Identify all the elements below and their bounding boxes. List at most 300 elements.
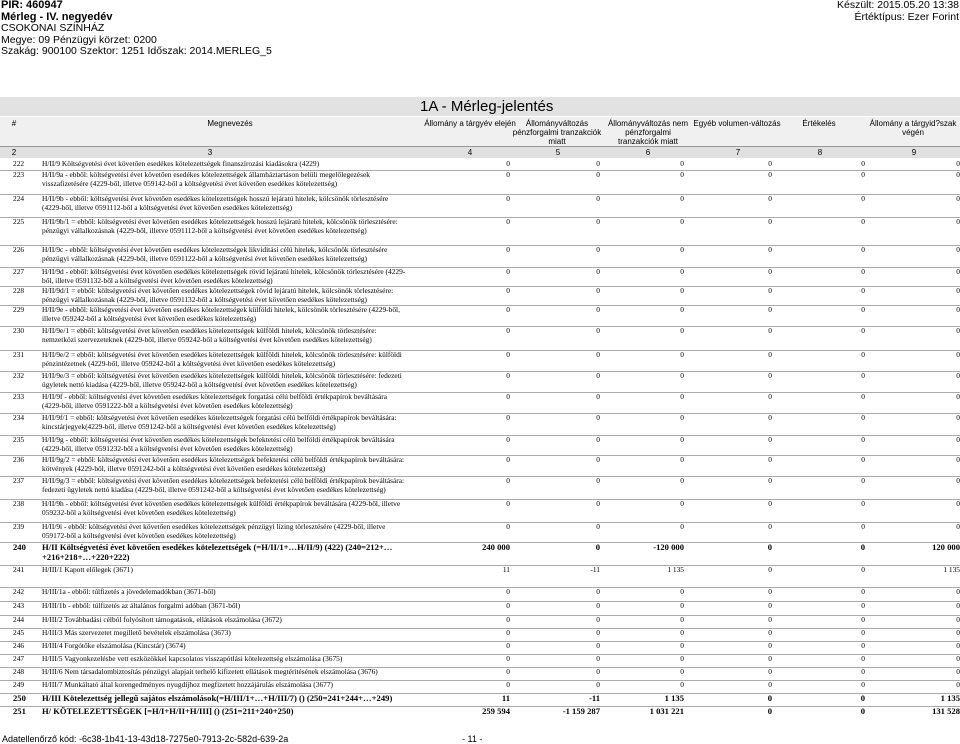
- row-number: 230: [13, 326, 25, 335]
- row-label: H/II/9g/3 = ebből: költségvetési évet követően esedékes kötelezettségek befektetési célú belföldi értékpapírok beváltására: fedezeti ügyletek nettó kiadása (4229-ből, illetve 0591242-ből a költségvetési évet követően esedékes kötelezettség): [42, 476, 405, 494]
- row-label: H/II/9b/1 = ebből: költségvetési évet követően esedékes kötelezettségek hosszú lejáratú hitelek, kölcsönök törlesztésére: pénzügyi vállalkozásnak (4229-ből, illetve 0591112-ből a költségvetési évet követően esedékes kötelezettség): [42, 217, 398, 235]
- row-value: 0: [596, 392, 600, 401]
- table-row: [0, 615, 960, 624]
- row-label: H/II/9g - ebből: költségvetési évet követően esedékes kötelezettségek befektetési célú belföldi értékpapírok beváltására (4229-ből, illetve 0591232-ből a költségvetési évet követően esedékes kötelezettség): [42, 435, 395, 453]
- report-title: 1A - Mérleg-jelentés: [420, 98, 554, 115]
- row-value: 240 000: [482, 542, 510, 552]
- row-value: 0: [768, 159, 772, 168]
- row-value: 0: [861, 615, 865, 624]
- table-row: [0, 499, 960, 517]
- row-value: 0: [596, 286, 600, 295]
- row-value: 0: [680, 499, 684, 508]
- row-value: 259 594: [482, 706, 510, 716]
- row-value: 0: [596, 615, 600, 624]
- row-value: 0: [596, 628, 600, 637]
- row-label: H/III/4 Forgótőke elszámolása (Kincstár) (3674): [42, 641, 186, 650]
- row-value: 0: [768, 194, 772, 203]
- table-row: [0, 641, 960, 650]
- table-row: [0, 565, 960, 574]
- row-number: 241: [13, 565, 25, 574]
- row-number: 239: [13, 522, 25, 531]
- row-value: 0: [506, 476, 510, 485]
- row-value: 0: [956, 601, 960, 610]
- row-value: 0: [680, 305, 684, 314]
- row-value: 0: [680, 267, 684, 276]
- row-value: 0: [596, 245, 600, 254]
- row-value: -120 000: [653, 542, 684, 552]
- row-value: 0: [860, 706, 865, 716]
- row-number: 231: [13, 350, 25, 359]
- row-value: 0: [861, 245, 865, 254]
- row-value: 0: [956, 159, 960, 168]
- table-row: [0, 286, 960, 304]
- row-label: H/II/9h - ebből: költségvetési évet követően esedékes kötelezettségek külföldi értékpapírok beváltására (4229-ből, illetve 059232-ből a költségvetési évet követően esedékes kötelezettség): [42, 499, 401, 517]
- row-value: 1 135: [664, 693, 684, 703]
- row-value: 0: [506, 499, 510, 508]
- row-value: 0: [768, 392, 772, 401]
- row-value: 0: [768, 286, 772, 295]
- row-value: 0: [596, 654, 600, 663]
- row-label: H/III/1b - ebből: túlfizetés az általános forgalmi adóban (3671-ből): [42, 601, 241, 610]
- row-value: 0: [680, 601, 684, 610]
- row-value: 0: [506, 522, 510, 531]
- row-value: 0: [596, 522, 600, 531]
- row-value: 1 031 221: [649, 706, 684, 716]
- row-label: H/II/9d - ebből: költségvetési évet követően esedékes kötelezettségek rövid lejáratú hitelek, kölcsönök törlesztésére (4229-ből, illetve 0591132-ből a költségvetési évet követően esedékes kötelezettség): [42, 267, 406, 285]
- row-value: 0: [506, 170, 510, 179]
- row-value: 0: [956, 170, 960, 179]
- colnum: 2: [11, 148, 17, 157]
- header-line: Megye: 09 Pénzügyi körzet: 0200: [1, 33, 157, 46]
- row-value: 0: [861, 641, 865, 650]
- colnum: 7: [735, 148, 741, 157]
- col-other-volume: Egyéb volumen-változás: [693, 119, 781, 128]
- row-value: 0: [956, 615, 960, 624]
- row-value: 0: [506, 350, 510, 359]
- row-value: 0: [861, 170, 865, 179]
- row-value: 0: [768, 267, 772, 276]
- row-value: 0: [680, 667, 684, 676]
- row-value: 0: [680, 522, 684, 531]
- table-row: [0, 476, 960, 494]
- row-value: 0: [506, 641, 510, 650]
- row-value: 0: [956, 194, 960, 203]
- row-value: -1 159 287: [562, 706, 600, 716]
- col-noncash-change: Állományváltozás nem pénzforgalmi tranzakciók miatt: [607, 119, 689, 146]
- table-row: [0, 455, 960, 473]
- row-value: 120 000: [932, 542, 960, 552]
- column-numbers: [0, 147, 960, 158]
- table-row: [0, 587, 960, 596]
- row-value: 0: [861, 413, 865, 422]
- row-label: H/II/9 Költségvetési évet követően esedékes kötelezettségek finanszírozási kiadásokra (4229): [42, 159, 320, 168]
- row-value: 11: [501, 693, 510, 703]
- row-value: 0: [506, 435, 510, 444]
- row-value: 0: [861, 628, 865, 637]
- row-value: 0: [768, 628, 772, 637]
- row-value: 0: [768, 455, 772, 464]
- row-number: 224: [13, 194, 25, 203]
- row-value: 0: [861, 601, 865, 610]
- colnum: 9: [911, 148, 917, 157]
- row-value: 0: [861, 305, 865, 314]
- row-value: 0: [768, 667, 772, 676]
- row-number: 251: [13, 706, 26, 716]
- row-label: H/II/9e/2 = ebből: költségvetési évet követően esedékes kötelezettségek külföldi hitelek, kölcsönök törlesztésére: külföldi pénzintézetnek (4229-ből, illetve 059242-ből a költségvetési évet követően esedékes kötelezettség): [42, 350, 402, 368]
- row-value: 0: [956, 435, 960, 444]
- row-label: H/III/5 Vagyonkezelésbe vett eszközökkel kapcsolatos visszapótlási kötelezettség elszámolása (3675): [42, 654, 343, 663]
- row-value: 0: [596, 476, 600, 485]
- row-value: 0: [596, 601, 600, 610]
- row-value: 0: [956, 499, 960, 508]
- row-number: 227: [13, 267, 25, 276]
- row-label: H/II/9b - ebből: költségvetési évet követően esedékes kötelezettségek hosszú lejáratú hitelek, kölcsönök törlesztésére (4229-ből, illetve 0591112-ből a költségvetési évet követően esedékes kötelezettség): [42, 194, 389, 212]
- row-value: 0: [506, 371, 510, 380]
- row-number: 235: [13, 435, 25, 444]
- row-value: 0: [596, 667, 600, 676]
- row-value: 0: [956, 654, 960, 663]
- row-value: 0: [596, 326, 600, 335]
- row-value: 0: [768, 245, 772, 254]
- col-valuation: Értékelés: [802, 119, 836, 128]
- row-number: 236: [13, 455, 25, 464]
- row-value: 0: [506, 587, 510, 596]
- row-value: 0: [956, 267, 960, 276]
- row-label: H/II Költségvetési évet követően esedékes kötelezettségek (=H/II/1+…H/II/9) (422) (240=212+…+216+218+…+220+222): [42, 542, 393, 562]
- col-hash: #: [11, 119, 17, 128]
- row-value: 0: [680, 680, 684, 689]
- report-header-left: [1, 0, 272, 58]
- row-value: 0: [861, 159, 865, 168]
- row-number: 232: [13, 371, 25, 380]
- row-value: 0: [956, 392, 960, 401]
- col-cash-change: Állományváltozás pénzforgalmi tranzakciók miatt: [512, 119, 602, 146]
- header-line: CSOKONAI SZÍNHÁZ: [1, 22, 105, 35]
- row-value: 0: [860, 693, 865, 703]
- row-value: 0: [956, 587, 960, 596]
- row-value: 0: [956, 641, 960, 650]
- colnum: 5: [555, 148, 561, 157]
- header-line: Értéktípus: Ezer Forint: [854, 10, 959, 23]
- row-value: 0: [506, 413, 510, 422]
- row-value: 0: [861, 680, 865, 689]
- row-value: 0: [596, 371, 600, 380]
- row-value: 0: [680, 476, 684, 485]
- row-label: H/III/1 Kapott előlegek (3671): [42, 565, 133, 574]
- row-value: 0: [956, 350, 960, 359]
- header-line: Készült: 2015.05.20 13:38: [836, 0, 959, 11]
- row-value: 0: [861, 654, 865, 663]
- table-row: [0, 326, 960, 344]
- table-row: [0, 371, 960, 389]
- table-row: [0, 392, 960, 410]
- table-row: [0, 628, 960, 637]
- table-row: [0, 245, 960, 263]
- row-value: 0: [768, 371, 772, 380]
- col-name: Megnevezés: [207, 119, 253, 128]
- row-value: 0: [956, 305, 960, 314]
- row-value: 0: [506, 326, 510, 335]
- column-header: [0, 117, 960, 147]
- col-closing: Állomány a tárgyid?szak végén: [869, 119, 957, 137]
- row-value: 0: [506, 654, 510, 663]
- table-row: [0, 667, 960, 676]
- row-value: 0: [680, 413, 684, 422]
- colnum: 6: [645, 148, 651, 157]
- row-value: 0: [680, 217, 684, 226]
- row-value: 0: [861, 286, 865, 295]
- table-row: [0, 693, 960, 703]
- row-value: 0: [680, 392, 684, 401]
- row-value: 0: [861, 565, 865, 574]
- row-value: 0: [768, 522, 772, 531]
- row-label: H/III/2 Továbbadási célból folyósított támogatások, ellátások elszámolása (3672): [42, 615, 282, 624]
- row-value: 0: [861, 217, 865, 226]
- row-number: 229: [13, 305, 25, 314]
- page-number: - 11 -: [462, 734, 483, 744]
- row-value: 0: [506, 392, 510, 401]
- row-value: 0: [596, 413, 600, 422]
- row-label: H/II/9i - ebből: költségvetési évet követően esedékes kötelezettségek pénzügyi lízing törlesztésére (4229-ből, illetve 059172-ből a költségvetési évet követően esedékes kötelezettség): [42, 522, 386, 540]
- row-value: 0: [506, 245, 510, 254]
- table-row: [0, 542, 960, 562]
- footer: [2, 734, 483, 744]
- row-label: H/II/9e/3 = ebből: költségvetési évet követően esedékes kötelezettségek külföldi hitelek, kölcsönök törlesztésére: fedezeti ügyletek nettó kiadása (4229-ből, illetve 059242-ből a költségvetési évet követően esedékes kötelezettség): [42, 371, 402, 389]
- row-number: 247: [13, 654, 25, 663]
- row-value: 0: [596, 587, 600, 596]
- table-row: [0, 680, 960, 689]
- row-value: 0: [767, 542, 772, 552]
- table-row: [0, 522, 960, 540]
- row-value: 0: [506, 305, 510, 314]
- row-value: 0: [861, 522, 865, 531]
- row-value: 0: [506, 455, 510, 464]
- row-value: 0: [861, 455, 865, 464]
- row-value: 0: [506, 159, 510, 168]
- row-value: 0: [596, 499, 600, 508]
- row-value: 0: [861, 499, 865, 508]
- colnum: 3: [207, 148, 213, 157]
- row-value: 0: [956, 371, 960, 380]
- table-row: [0, 413, 960, 431]
- row-value: 0: [680, 455, 684, 464]
- row-value: 0: [680, 286, 684, 295]
- row-number: 223: [13, 170, 25, 179]
- row-value: 0: [680, 194, 684, 203]
- row-value: 0: [861, 194, 865, 203]
- row-value: 0: [768, 641, 772, 650]
- row-label: H/III/6 Nem társadalombiztosítás pénzügyi alapjait terhelő kifizetett ellátások megtérítésének elszámolása (3676): [42, 667, 378, 676]
- row-value: 0: [956, 326, 960, 335]
- row-value: 0: [768, 565, 772, 574]
- row-value: 0: [680, 371, 684, 380]
- report-header-right: [837, 0, 959, 23]
- row-number: 244: [13, 615, 25, 624]
- row-label: H/II/9c - ebből: költségvetési évet követően esedékes kötelezettségek likviditási célú hitelek, kölcsönök törlesztésére pénzügyi vállalkozásnak (4229-ből, illetve 0591122-ből a költségvetési évet követően esedékes kötelezettség): [42, 245, 388, 263]
- row-value: 0: [680, 159, 684, 168]
- table-row: [0, 305, 960, 323]
- row-value: 0: [861, 371, 865, 380]
- row-value: 0: [680, 615, 684, 624]
- row-value: 1 135: [940, 693, 960, 703]
- row-value: 0: [680, 587, 684, 596]
- table-row: [0, 350, 960, 368]
- table-row: [0, 194, 960, 212]
- row-value: 0: [506, 217, 510, 226]
- col-opening: Állomány a tárgyév elején: [424, 119, 516, 128]
- row-number: 222: [13, 159, 25, 168]
- row-label: H/II/9d/1 = ebből: költségvetési évet követően esedékes kötelezettségek rövid lejáratú hitelek, kölcsönök törlesztésére: pénzügyi vállalkozásnak (4229-ből, illetve 0591132-ből a költségvetési évet követően esedékes kötelezettség): [42, 286, 394, 304]
- row-value: 0: [956, 522, 960, 531]
- row-value: 0: [596, 305, 600, 314]
- row-value: 0: [768, 601, 772, 610]
- header-line: Mérleg - IV. negyedév: [1, 10, 113, 23]
- table-row: [0, 654, 960, 663]
- row-value: 0: [680, 326, 684, 335]
- row-value: 0: [861, 392, 865, 401]
- row-label: H/III/3 Más szervezetet megillető bevételek elszámolása (3673): [42, 628, 231, 637]
- row-number: 237: [13, 476, 25, 485]
- row-value: 0: [956, 680, 960, 689]
- row-value: 0: [768, 680, 772, 689]
- row-value: 11: [502, 565, 510, 574]
- row-number: 243: [13, 601, 25, 610]
- row-label: H/II/9a - ebből: költségvetési évet követően esedékes kötelezettségek államháztartáson belüli megelőlegezések visszafizetésére (4229-ből, illetve 059142-ből a költségvetési évet követően esedékes kötelezettség): [42, 170, 370, 188]
- colnum: 8: [817, 148, 823, 157]
- row-value: 0: [768, 615, 772, 624]
- row-value: 0: [596, 680, 600, 689]
- row-value: 0: [596, 267, 600, 276]
- row-label: H/II/9e/1 = ebből: költségvetési évet követően esedékes kötelezettségek külföldi hitelek, kölcsönök törlesztésére: nemzetközi szervezeteknek (4229-ből, illetve 059242-ből a költségvetési évet követően esedékes kötelezettség): [42, 326, 377, 344]
- row-value: 0: [956, 667, 960, 676]
- table-row: [0, 435, 960, 453]
- table-row: [0, 706, 960, 716]
- row-value: 0: [506, 194, 510, 203]
- row-value: 0: [596, 170, 600, 179]
- row-value: 0: [768, 654, 772, 663]
- row-number: 225: [13, 217, 25, 226]
- table-row: [0, 170, 960, 188]
- row-value: 0: [768, 217, 772, 226]
- row-value: 0: [506, 680, 510, 689]
- row-value: 0: [680, 654, 684, 663]
- row-value: 0: [861, 350, 865, 359]
- row-value: 0: [680, 245, 684, 254]
- row-label: H/III/1a - ebből: túlfizetés a jövedelemadókban (3671-ből): [42, 587, 216, 596]
- row-value: 0: [680, 435, 684, 444]
- row-value: 0: [506, 667, 510, 676]
- row-number: 234: [13, 413, 25, 422]
- row-number: 249: [13, 680, 25, 689]
- row-label: H/II/9f - ebből: költségvetési évet követően esedékes kötelezettségek forgatási célú belföldi értékpapírok beváltására (4229-ből, illetve 0591222-ből a költségvetési évet követően esedékes kötelezettség): [42, 392, 388, 410]
- row-value: 0: [768, 587, 772, 596]
- row-number: 246: [13, 641, 25, 650]
- row-value: 0: [956, 286, 960, 295]
- row-value: 0: [860, 542, 865, 552]
- row-value: 0: [506, 628, 510, 637]
- row-value: 0: [596, 435, 600, 444]
- row-value: 0: [767, 706, 772, 716]
- row-value: 0: [768, 350, 772, 359]
- row-value: 0: [768, 499, 772, 508]
- row-value: 0: [956, 455, 960, 464]
- row-value: 0: [680, 628, 684, 637]
- row-number: 250: [13, 693, 26, 703]
- row-value: 0: [768, 326, 772, 335]
- header-line: PIR: 460947: [1, 0, 63, 11]
- header-line: Szakág: 900100 Szektor: 1251 Időszak: 2014.MERLEG_5: [1, 45, 272, 58]
- row-value: 0: [680, 170, 684, 179]
- row-value: 0: [595, 542, 600, 552]
- row-value: 0: [956, 217, 960, 226]
- row-value: 0: [768, 435, 772, 444]
- row-number: 226: [13, 245, 25, 254]
- row-value: 0: [956, 245, 960, 254]
- row-value: 0: [768, 476, 772, 485]
- row-value: 0: [596, 217, 600, 226]
- row-value: 0: [956, 628, 960, 637]
- row-value: 0: [506, 267, 510, 276]
- row-value: 0: [506, 615, 510, 624]
- row-value: 0: [596, 455, 600, 464]
- row-number: 245: [13, 628, 25, 637]
- row-value: 0: [861, 435, 865, 444]
- row-number: 233: [13, 392, 25, 401]
- row-value: 0: [506, 286, 510, 295]
- row-number: 238: [13, 499, 25, 508]
- row-value: -11: [590, 565, 600, 574]
- row-value: 0: [768, 305, 772, 314]
- row-label: H/II/9g/2 = ebből: költségvetési évet követően esedékes kötelezettségek befektetési célú belföldi értékpapírok beváltására: kötvények (4229-ből, illetve 0591242-ből a költségvetési évet követően esedékes kötelezettség): [42, 455, 405, 473]
- row-value: 0: [768, 170, 772, 179]
- row-value: 0: [768, 413, 772, 422]
- row-label: H/ KÖTELEZETTSÉGEK [=H/I+H/II+H/III] () (251=211+240+250): [42, 706, 294, 716]
- row-label: H/III/7 Munkáltató által korengedményes nyugdíjhoz megfizetett hozzájárulás elszámolása (3677): [42, 680, 334, 689]
- row-value: 0: [956, 413, 960, 422]
- row-value: 0: [680, 641, 684, 650]
- row-value: 0: [956, 476, 960, 485]
- row-value: 0: [767, 693, 772, 703]
- table-row: [0, 601, 960, 610]
- row-value: 1 135: [667, 565, 684, 574]
- validation-code: Adatellenőrző kód: -6c38-1b41-13-43d18-7275e0-7913-2c-582d-639-2a: [2, 734, 289, 744]
- row-number: 242: [13, 587, 25, 596]
- row-value: 1 135: [943, 565, 960, 574]
- row-value: 0: [861, 476, 865, 485]
- row-value: 0: [596, 641, 600, 650]
- row-value: 0: [506, 601, 510, 610]
- row-number: 228: [13, 286, 25, 295]
- row-value: 0: [861, 587, 865, 596]
- row-value: 0: [596, 194, 600, 203]
- row-number: 248: [13, 667, 25, 676]
- row-value: 0: [596, 159, 600, 168]
- row-value: -11: [589, 693, 600, 703]
- row-value: 0: [596, 350, 600, 359]
- row-value: 0: [861, 267, 865, 276]
- row-label: H/II/9e - ebből: költségvetési évet követően esedékes kötelezettségek külföldi hitelek, kölcsönök törlesztésére (4229-ből, illetve 059242-ből a költségvetési évet követően esedékes kötelezettség): [42, 305, 400, 323]
- row-value: 0: [680, 350, 684, 359]
- row-value: 0: [861, 667, 865, 676]
- row-value: 131 528: [932, 706, 960, 716]
- colnum: 4: [467, 148, 473, 157]
- row-label: H/III Kötelezettség jellegű sajátos elszámolások(=H/III/1+…+H/III/7) () (250=241+244+…+249): [42, 693, 393, 703]
- row-label: H/II/9f/1 = ebből: költségvetési évet követően esedékes kötelezettségek forgatási célú belföldi értékpapírok beváltására: kincstárjegyek(4229-ből, illetve 0591242-ből a költségvetési évet követően esedékes kötelezettség): [42, 413, 397, 431]
- row-number: 240: [13, 542, 26, 552]
- table-row: [0, 267, 960, 285]
- table-row: [0, 217, 960, 235]
- row-value: 0: [861, 326, 865, 335]
